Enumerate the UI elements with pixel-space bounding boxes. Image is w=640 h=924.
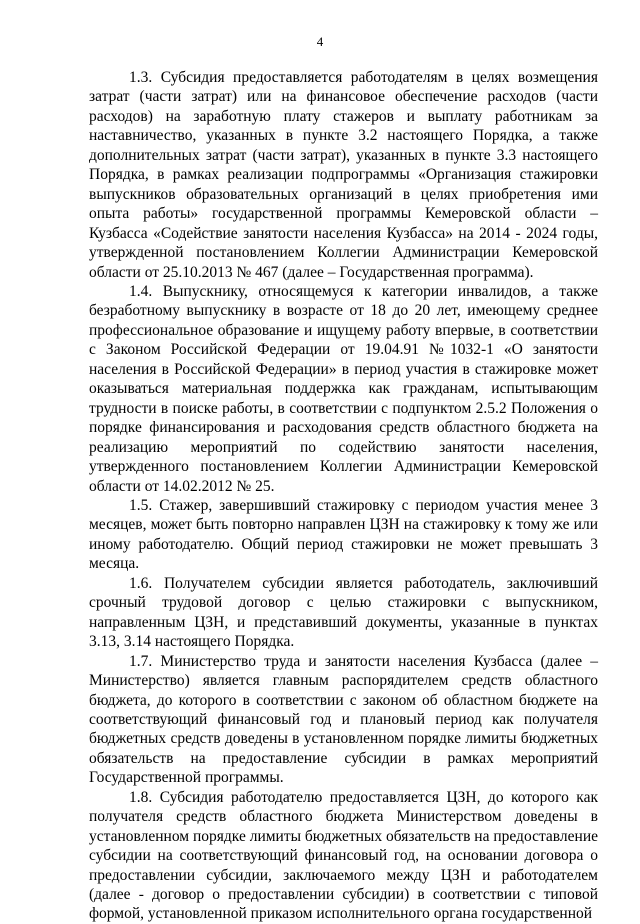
paragraph-1-4: 1.4. Выпускнику, относящемуся к категории инвалидов, а также безработному выпускнику в возрасте от 18 до 20 лет, имеющему среднее профессиональное образование и ищущему работу впервые, в соответствии с Законом Российской Федерации от 19.04.91 №1032-1 «О занятости населения в Российской Федерации» в период участия в стажировке может оказываться материальная поддержка как гражданам, испытывающим трудности в поиске работы, в соответствии с подпунктом 2.5.2 Положения о порядке финансирования и расходования средств областного бюджета на реализацию мероприятий по содействию занятости населения, утвержденного постановлением Коллегии Администрации Кемеровской области от 14.02.2012 № 25. — [89, 282, 598, 495]
document-body — [89, 68, 598, 924]
paragraph-1-7: 1.7. Министерство труда и занятости населения Кузбасса (далее – Министерство) является главным распорядителем средств областного бюджета, до которого в соответствии с законом об областном бюджете на соответствующий финансовый год и плановый период как получателя бюджетных средств доведены в установленном порядке лимиты бюджетных обязательств на предоставление субсидии в рамках мероприятий Государственной программы. — [89, 652, 598, 787]
paragraph-1-3: 1.3. Субсидия предоставляется работодателям в целях возмещения затрат (части затрат) или на финансовое обеспечение расходов (части расходов) на заработную плату стажеров и выплату работникам за наставничество, указанных в пункте 3.2 настоящего Порядка, а также дополнительных затрат (части затрат), указанных в пункте 3.3 настоящего Порядка, в рамках реализации подпрограммы «Организация стажировки выпускников образовательных организаций в целях приобретения ими опыта работы» государственной программы Кемеровской области – Кузбасса «Содействие занятости населения Кузбасса» на 2014 - 2024 годы, утвержденной постановлением Коллегии Администрации Кемеровской области от 25.10.2013 № 467 (далее – Государственная программа). — [89, 69, 598, 281]
page-number: 4 — [316, 34, 324, 49]
paragraph-1-5: 1.5. Стажер, завершивший стажировку с периодом участия менее 3 месяцев, может быть повторно направлен ЦЗН на стажировку к тому же или иному работодателю. Общий период стажировки не может превышать 3 месяца. — [89, 496, 598, 573]
paragraph-1-6: 1.6. Получателем субсидии является работодатель, заключивший срочный трудовой договор с целью стажировки с выпускником, направленным ЦЗН, и представивший документы, указанные в пунктах 3.13, 3.14 настоящего Порядка. — [89, 574, 598, 651]
paragraph-1-8: 1.8. Субсидия работодателю предоставляется ЦЗН, до которого как получателя средств областного бюджета Министерством доведены в установленном порядке лимиты бюджетных обязательств на предоставление субсидии на соответствующий финансовый год, на основании договора о предоставлении субсидии, заключаемого между ЦЗН и работодателем (далее - договор о предоставлении субсидии) в соответствии с типовой формой, установленной приказом исполнительного органа государственной — [89, 788, 598, 923]
